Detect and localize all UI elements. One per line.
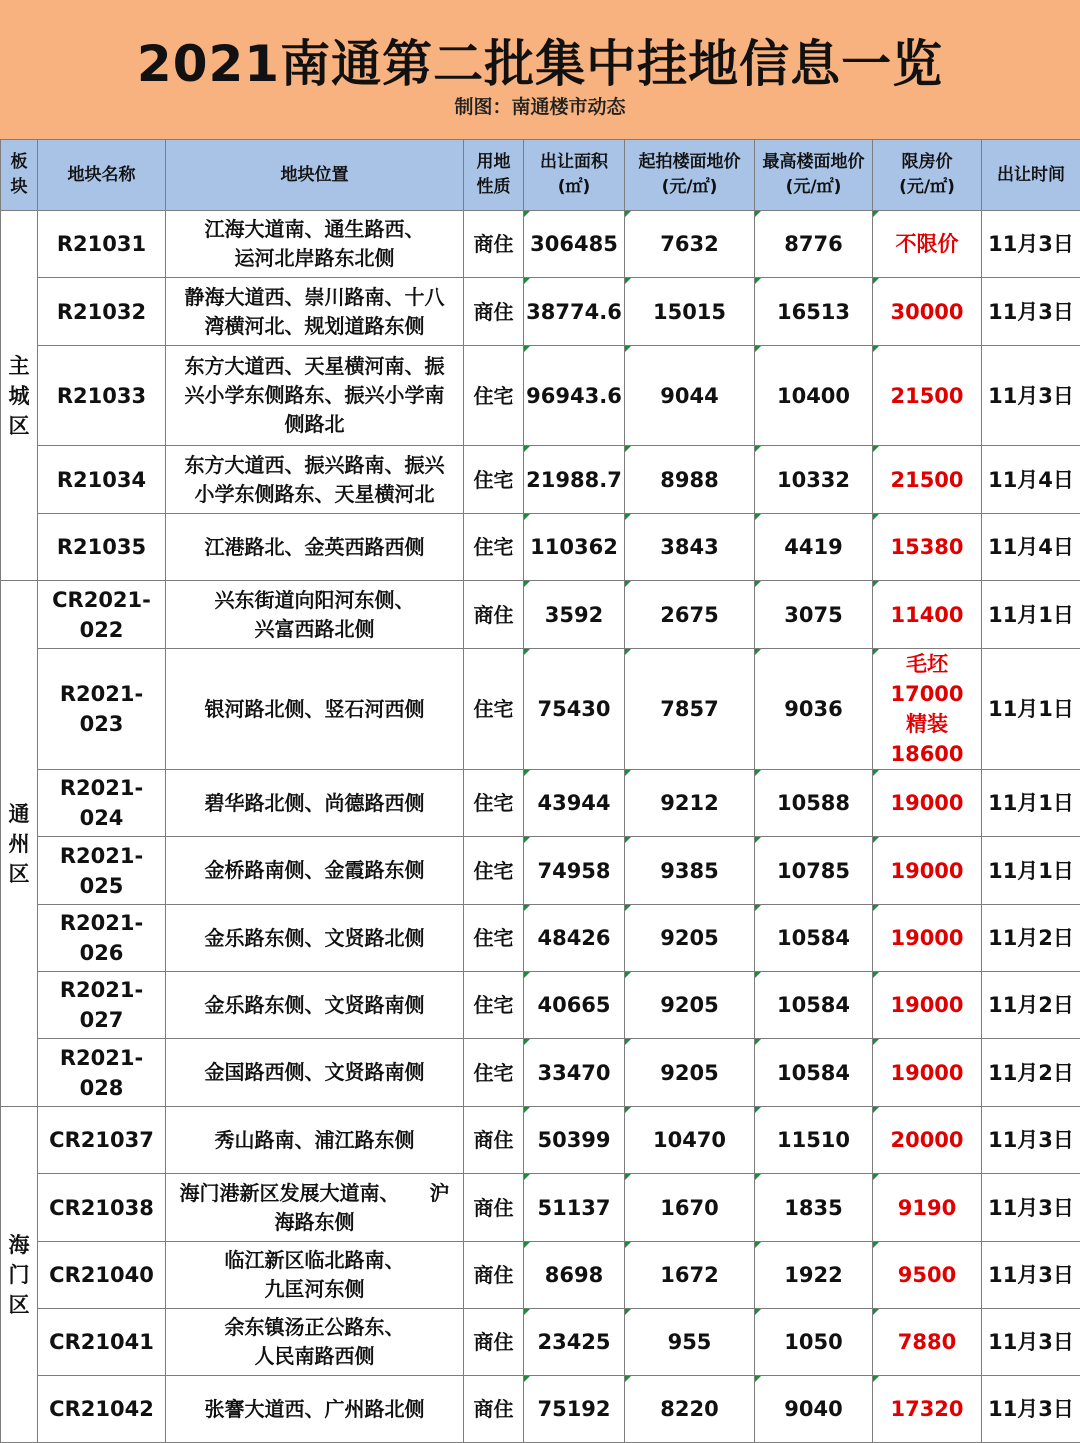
plot-name: CR21040: [38, 1242, 166, 1309]
starting-price: 955: [625, 1309, 755, 1376]
plot-location: 张謇大道西、广州路北侧: [166, 1376, 464, 1443]
header-name: 地块名称: [38, 140, 166, 211]
land-table: [0, 139, 1080, 1443]
table-row: [1, 278, 1080, 346]
plot-name: CR21038: [38, 1174, 166, 1242]
plot-location: 海门港新区发展大道南、 沪 海路东侧: [166, 1174, 464, 1242]
plot-name: R2021-023: [38, 649, 166, 770]
transfer-area: 8698: [524, 1242, 625, 1309]
max-price: 9036: [755, 649, 873, 770]
land-use: 商住: [464, 211, 524, 278]
plot-name: R21033: [38, 346, 166, 446]
transfer-date: 11月3日: [982, 1242, 1080, 1309]
table-row: [1, 1174, 1080, 1242]
land-use: 住宅: [464, 514, 524, 581]
land-use: 住宅: [464, 905, 524, 972]
transfer-area: 74958: [524, 837, 625, 905]
header-location: 地块位置: [166, 140, 464, 211]
table-row: [1, 514, 1080, 581]
plot-location: 兴东街道向阳河东侧、 兴富西路北侧: [166, 581, 464, 649]
max-price: 10584: [755, 1039, 873, 1107]
plot-location: 东方大道西、振兴路南、振兴 小学东侧路东、天星横河北: [166, 446, 464, 514]
plot-location: 静海大道西、崇川路南、十八 湾横河北、规划道路东侧: [166, 278, 464, 346]
price-cap: 15380: [873, 514, 982, 581]
plot-name: R21034: [38, 446, 166, 514]
plot-location: 碧华路北侧、尚德路西侧: [166, 770, 464, 837]
max-price: 10588: [755, 770, 873, 837]
starting-price: 1672: [625, 1242, 755, 1309]
table-row: [1, 972, 1080, 1039]
transfer-area: 51137: [524, 1174, 625, 1242]
transfer-date: 11月3日: [982, 1309, 1080, 1376]
plot-name: R2021-026: [38, 905, 166, 972]
max-price: 10332: [755, 446, 873, 514]
table-row: [1, 581, 1080, 649]
header-use: 用地 性质: [464, 140, 524, 211]
price-cap: 19000: [873, 972, 982, 1039]
starting-price: 8220: [625, 1376, 755, 1443]
max-price: 10785: [755, 837, 873, 905]
land-use: 商住: [464, 1309, 524, 1376]
header-row: [1, 140, 1080, 211]
price-cap: 9190: [873, 1174, 982, 1242]
plot-location: 余东镇汤正公路东、 人民南路西侧: [166, 1309, 464, 1376]
starting-price: 10470: [625, 1107, 755, 1174]
price-cap: 21500: [873, 446, 982, 514]
max-price: 8776: [755, 211, 873, 278]
land-use: 商住: [464, 581, 524, 649]
land-use: 商住: [464, 278, 524, 346]
plot-name: R2021-025: [38, 837, 166, 905]
land-use: 商住: [464, 1242, 524, 1309]
plot-name: R21031: [38, 211, 166, 278]
price-cap: 21500: [873, 346, 982, 446]
max-price: 1922: [755, 1242, 873, 1309]
plot-location: 江海大道南、通生路西、 运河北岸路东北侧: [166, 211, 464, 278]
plot-location: 江港路北、金英西路西侧: [166, 514, 464, 581]
transfer-date: 11月3日: [982, 211, 1080, 278]
price-cap: 17320: [873, 1376, 982, 1443]
plot-location: 金乐路东侧、文贤路北侧: [166, 905, 464, 972]
starting-price: 9385: [625, 837, 755, 905]
transfer-date: 11月3日: [982, 278, 1080, 346]
land-use: 住宅: [464, 1039, 524, 1107]
price-cap: 11400: [873, 581, 982, 649]
table-row: [1, 1107, 1080, 1174]
land-use: 商住: [464, 1174, 524, 1242]
table-row: [1, 837, 1080, 905]
max-price: 1835: [755, 1174, 873, 1242]
table-row: [1, 1242, 1080, 1309]
price-cap: 9500: [873, 1242, 982, 1309]
max-price: 1050: [755, 1309, 873, 1376]
starting-price: 7632: [625, 211, 755, 278]
price-cap: 19000: [873, 837, 982, 905]
transfer-area: 43944: [524, 770, 625, 837]
starting-price: 9205: [625, 972, 755, 1039]
plot-location: 金国路西侧、文贤路南侧: [166, 1039, 464, 1107]
header-region: 板 块: [1, 140, 38, 211]
table-row: [1, 1039, 1080, 1107]
plot-name: R21035: [38, 514, 166, 581]
transfer-area: 110362: [524, 514, 625, 581]
transfer-area: 96943.6: [524, 346, 625, 446]
transfer-date: 11月3日: [982, 346, 1080, 446]
title-banner: [0, 0, 1080, 140]
page-title: 2021南通第二批集中挂地信息一览: [0, 24, 1080, 96]
plot-location: 秀山路南、浦江路东侧: [166, 1107, 464, 1174]
starting-price: 7857: [625, 649, 755, 770]
max-price: 4419: [755, 514, 873, 581]
price-cap: 7880: [873, 1309, 982, 1376]
max-price: 3075: [755, 581, 873, 649]
land-use: 商住: [464, 1107, 524, 1174]
max-price: 10400: [755, 346, 873, 446]
table-row: [1, 346, 1080, 446]
price-cap: 19000: [873, 1039, 982, 1107]
region-cell: 主 城 区: [1, 211, 38, 581]
transfer-area: 75430: [524, 649, 625, 770]
price-cap: 30000: [873, 278, 982, 346]
land-use: 住宅: [464, 837, 524, 905]
land-use: 住宅: [464, 346, 524, 446]
table-row: [1, 1309, 1080, 1376]
transfer-area: 38774.6: [524, 278, 625, 346]
transfer-date: 11月4日: [982, 446, 1080, 514]
starting-price: 3843: [625, 514, 755, 581]
transfer-date: 11月3日: [982, 1174, 1080, 1242]
price-cap: 20000: [873, 1107, 982, 1174]
starting-price: 2675: [625, 581, 755, 649]
header-area: 出让面积 (㎡): [524, 140, 625, 211]
land-use: 住宅: [464, 770, 524, 837]
plot-location: 金乐路东侧、文贤路南侧: [166, 972, 464, 1039]
transfer-date: 11月1日: [982, 649, 1080, 770]
max-price: 16513: [755, 278, 873, 346]
transfer-area: 23425: [524, 1309, 625, 1376]
starting-price: 9205: [625, 905, 755, 972]
price-cap: 19000: [873, 770, 982, 837]
plot-name: R2021-028: [38, 1039, 166, 1107]
transfer-area: 21988.7: [524, 446, 625, 514]
transfer-area: 40665: [524, 972, 625, 1039]
plot-name: R2021-027: [38, 972, 166, 1039]
transfer-date: 11月3日: [982, 1376, 1080, 1443]
land-use: 住宅: [464, 649, 524, 770]
header-date: 出让时间: [982, 140, 1080, 211]
land-use: 商住: [464, 1376, 524, 1443]
transfer-area: 75192: [524, 1376, 625, 1443]
transfer-date: 11月2日: [982, 972, 1080, 1039]
plot-name: R21032: [38, 278, 166, 346]
starting-price: 15015: [625, 278, 755, 346]
plot-location: 东方大道西、天星横河南、振 兴小学东侧路东、振兴小学南 侧路北: [166, 346, 464, 446]
transfer-area: 3592: [524, 581, 625, 649]
plot-name: R2021-024: [38, 770, 166, 837]
starting-price: 9044: [625, 346, 755, 446]
transfer-date: 11月1日: [982, 581, 1080, 649]
header-cap: 限房价 (元/㎡): [873, 140, 982, 211]
plot-location: 银河路北侧、竖石河西侧: [166, 649, 464, 770]
max-price: 11510: [755, 1107, 873, 1174]
page-subtitle: 制图：南通楼市动态: [0, 92, 1080, 119]
region-cell: 通 州 区: [1, 581, 38, 1107]
transfer-area: 306485: [524, 211, 625, 278]
transfer-date: 11月3日: [982, 1107, 1080, 1174]
header-start-price: 起拍楼面地价 (元/㎡): [625, 140, 755, 211]
table-row: [1, 1376, 1080, 1443]
transfer-area: 33470: [524, 1039, 625, 1107]
transfer-date: 11月2日: [982, 1039, 1080, 1107]
plot-name: CR21037: [38, 1107, 166, 1174]
region-cell: 海 门 区: [1, 1107, 38, 1443]
plot-location: 金桥路南侧、金霞路东侧: [166, 837, 464, 905]
transfer-area: 50399: [524, 1107, 625, 1174]
price-cap: 19000: [873, 905, 982, 972]
land-use: 住宅: [464, 446, 524, 514]
plot-name: CR21041: [38, 1309, 166, 1376]
max-price: 10584: [755, 972, 873, 1039]
transfer-date: 11月2日: [982, 905, 1080, 972]
land-use: 住宅: [464, 972, 524, 1039]
max-price: 10584: [755, 905, 873, 972]
starting-price: 9205: [625, 1039, 755, 1107]
max-price: 9040: [755, 1376, 873, 1443]
plot-name: CR2021- 022: [38, 581, 166, 649]
transfer-date: 11月1日: [982, 770, 1080, 837]
starting-price: 8988: [625, 446, 755, 514]
header-max-price: 最高楼面地价 (元/㎡): [755, 140, 873, 211]
plot-name: CR21042: [38, 1376, 166, 1443]
table-row: [1, 446, 1080, 514]
transfer-area: 48426: [524, 905, 625, 972]
table-row: [1, 649, 1080, 770]
starting-price: 1670: [625, 1174, 755, 1242]
transfer-date: 11月1日: [982, 837, 1080, 905]
transfer-date: 11月4日: [982, 514, 1080, 581]
table-row: [1, 905, 1080, 972]
table-row: [1, 211, 1080, 278]
price-cap: 毛坯 17000 精装 18600: [873, 649, 982, 770]
starting-price: 9212: [625, 770, 755, 837]
price-cap: 不限价: [873, 211, 982, 278]
plot-location: 临江新区临北路南、 九匡河东侧: [166, 1242, 464, 1309]
table-row: [1, 770, 1080, 837]
